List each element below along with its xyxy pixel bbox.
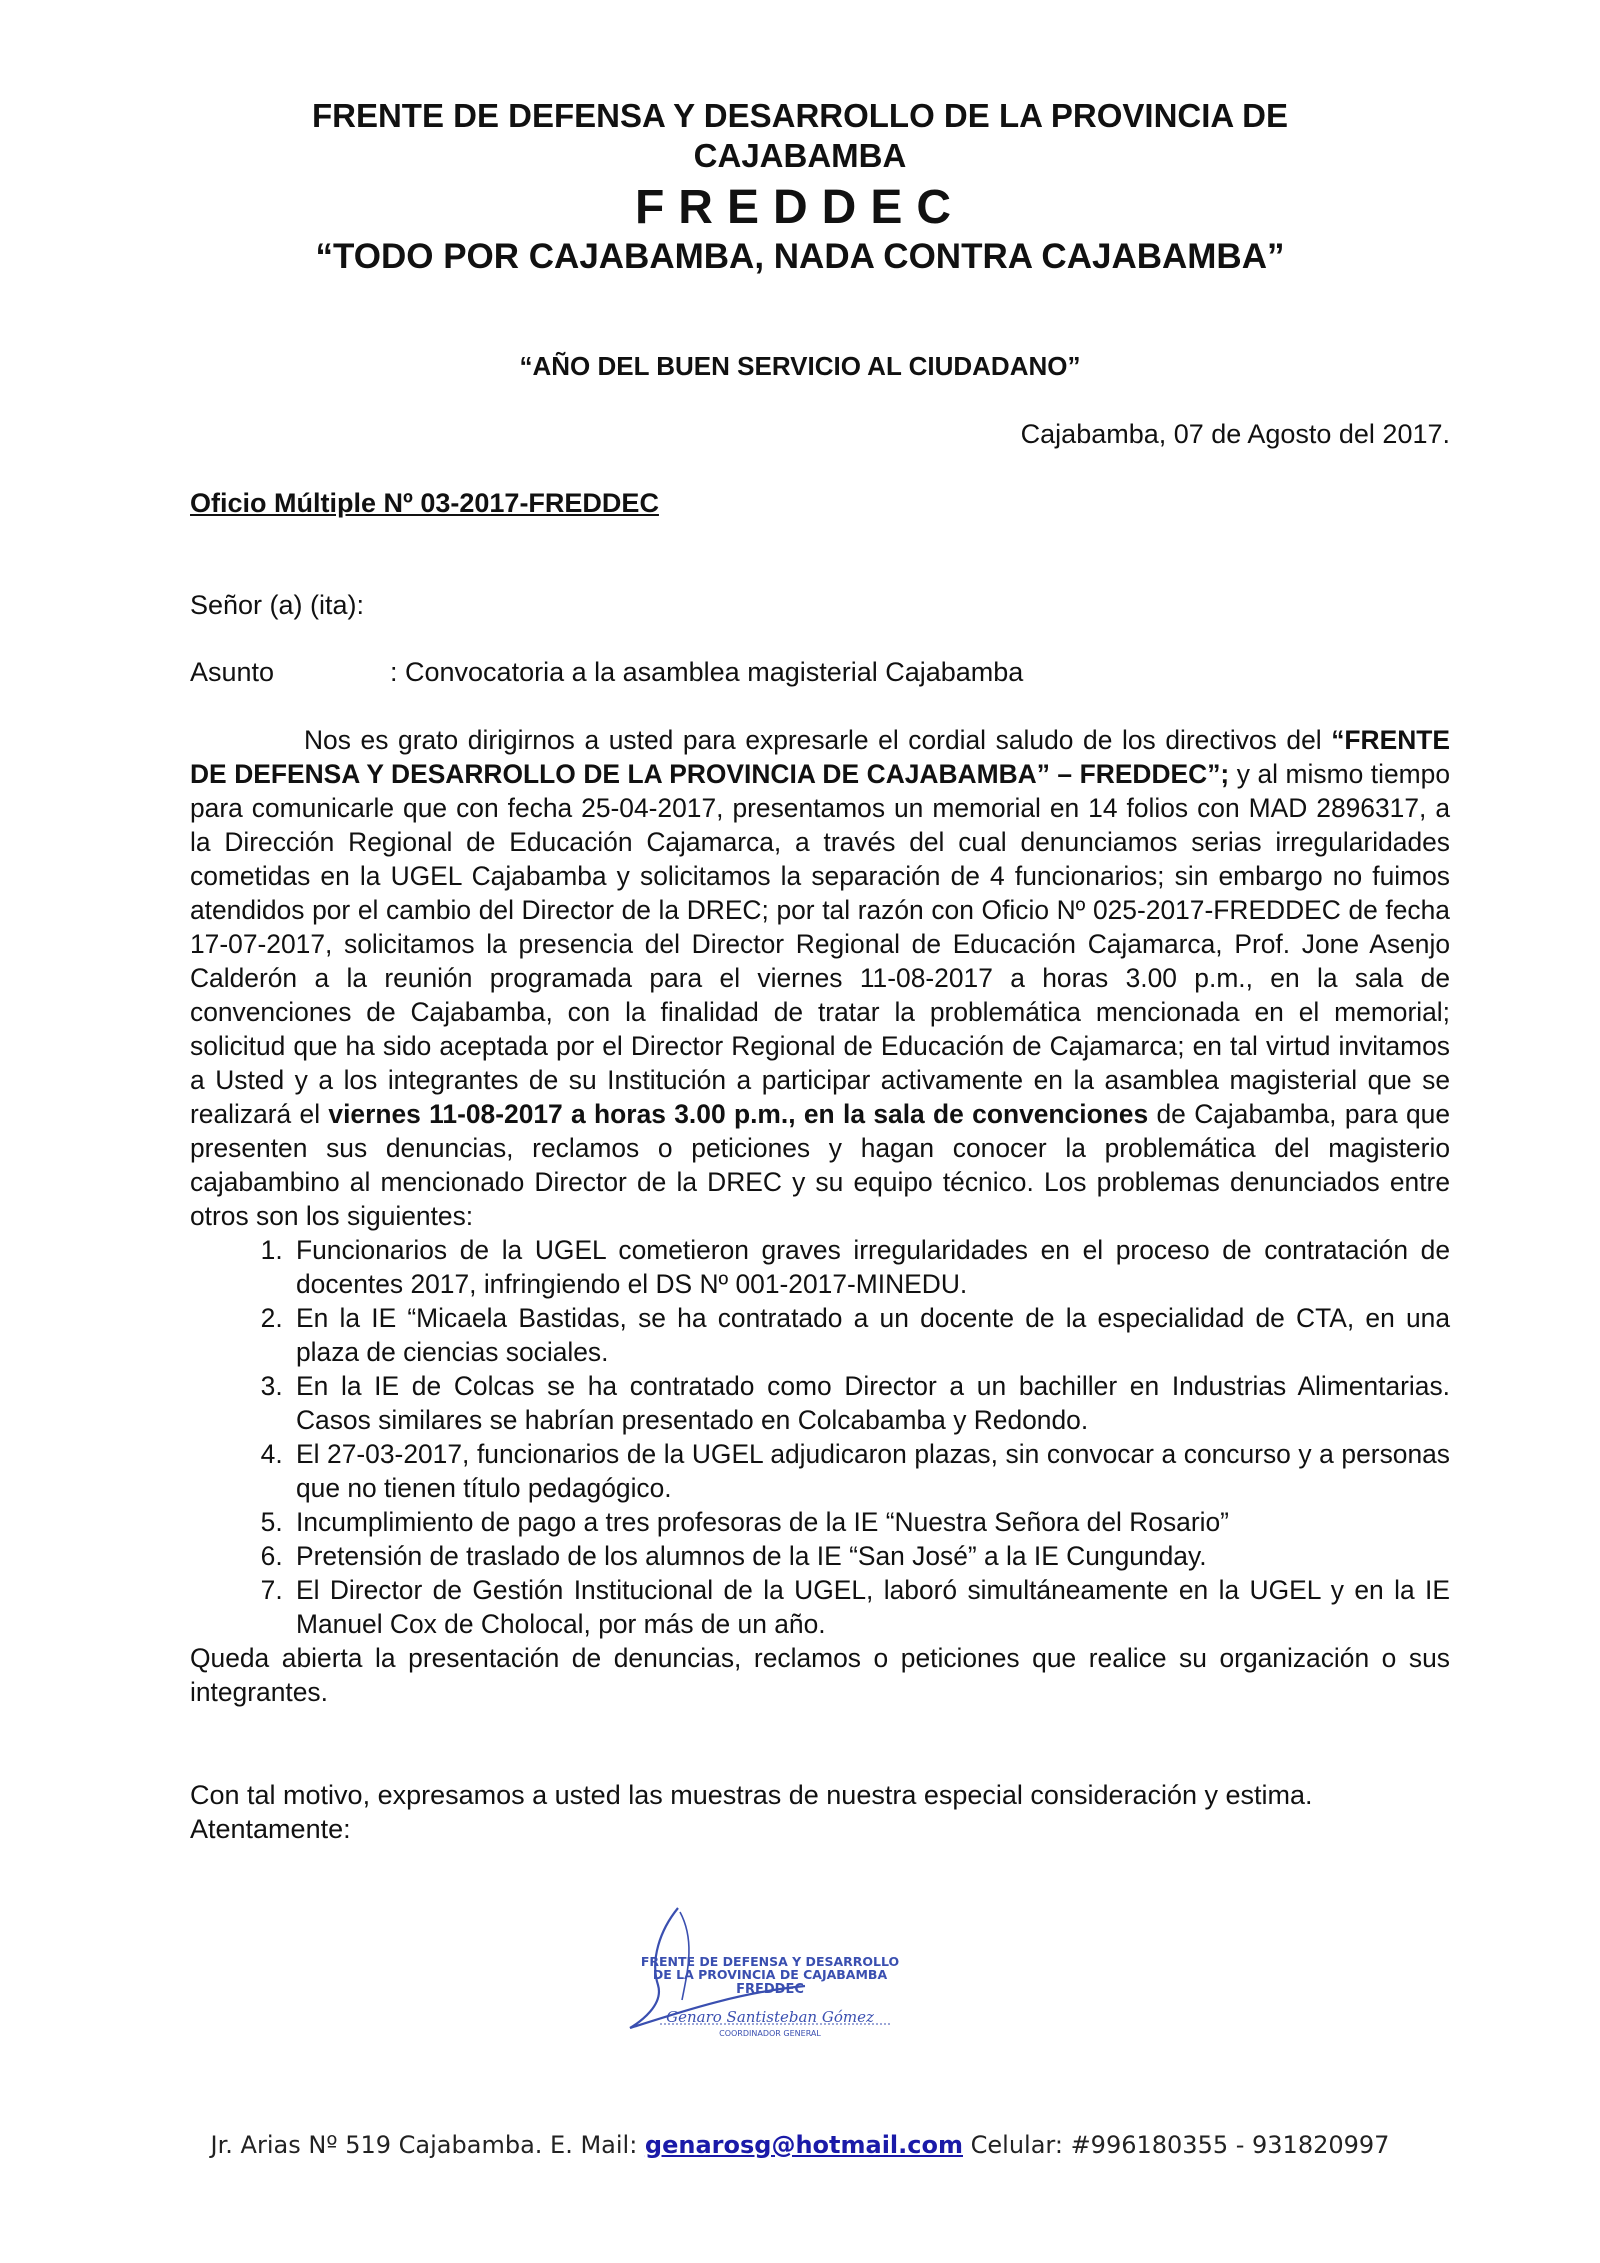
body-text-part: Nos es grato dirigirnos a usted para expresarle el cordial saludo de los directivos del [304,725,1332,755]
subject-line [190,655,1023,689]
body-text-part: y al mismo tiempo para comunicarle que con fecha 25-04-2017, presentamos un memorial en 14 folios con MAD 2896317, a la Dirección Regional de Educación Cajamarca, a través del cual denunciamos serias irregularidades cometidas en la UGEL Cajabamba y solicitamos la separación de 4 funcionarios; sin embargo no fuimos atendidos por el cambio del Director de la DREC; por tal razón con Oficio Nº 025-2017-FREDDEC de fecha 17-07-2017, solicitamos la presencia del Director Regional de Educación Cajamarca, Prof. Jone Asenjo Calderón a la reunión programada para el viernes 11-08-2017 a horas 3.00 p.m., en la sala de convenciones de Cajabamba, con la finalidad de tratar la problemática mencionada en el memorial; solicitud que ha sido aceptada por el Director Regional de Educación de Cajamarca; en tal virtud invitamos a Usted y a los integrantes de su Institución a participar activamente en la asamblea magisterial que se realizará el [190,759,1450,1129]
org-motto: “TODO POR CAJABAMBA, NADA CONTRA CAJABAMBA” [315,237,1285,276]
body-paragraph-2: Queda abierta la presentación de denuncias, reclamos o peticiones que realice su organización o sus integrantes. [190,1643,1450,1707]
list-item: 1. Funcionarios de la UGEL cometieron graves irregularidades en el proceso de contratación de docentes 2017, infringiendo el DS Nº 001-2017-MINEDU. [290,1233,1450,1301]
footer-address: Jr. Arias Nº 519 Cajabamba. E. Mail: [210,2131,645,2159]
stamp-line-2: DE LA PROVINCIA DE CAJABAMBA [652,1967,888,1982]
subject-text: : Convocatoria a la asamblea magisterial Cajabamba [390,657,1024,687]
org-name-heading [0,96,1600,176]
year-slogan: “AÑO DEL BUEN SERVICIO AL CIUDADANO” [519,351,1081,381]
list-item: 7. El Director de Gestión Institucional de la UGEL, laboró simultáneamente en la UGEL y en la IE Manuel Cox de Cholocal, por más de un año. [290,1573,1450,1641]
footer-email-link[interactable]: genarosg@hotmail.com [644,2131,963,2159]
footer-contact [0,2130,1600,2160]
body-text-part: de Cajabamba, para que presenten sus denuncias, reclamos o peticiones y hagan conocer la problemática del magisterio cajabambino al mencionado Director de la DREC y su equipo técnico. Los problemas denunciados entre otros son los siguientes: [190,1099,1451,1231]
recipient-salutation: Señor (a) (ita): [190,590,365,620]
footer-phone: Celular: #996180355 - 931820997 [963,2131,1390,2159]
list-item: 6. Pretensión de traslado de los alumnos de la IE “San José” a la IE Cungunday. [290,1539,1450,1573]
meeting-details-bold: viernes 11-08-2017 a horas 3.00 p.m., en la sala de convenciones [328,1099,1149,1129]
signature-stamp [620,1900,920,2075]
oficio-number: Oficio Múltiple Nº 03-2017-FREDDEC [190,488,659,518]
subject-label: Asunto [190,657,275,687]
stamp-signer: Genaro Santisteban Gómez [666,2008,874,2026]
stamp-line-3: FREDDEC [736,1982,804,1997]
org-name-line2: CAJABAMBA [693,137,907,174]
body-paragraph-1 [190,723,1450,1233]
letter-body [190,723,1450,1709]
list-item: 5. Incumplimiento de pago a tres profesoras de la IE “Nuestra Señora del Rosario” [290,1505,1450,1539]
sign-off: Atentamente: [190,1814,351,1844]
issues-list [190,1233,1450,1641]
org-name-bold: “FRENTE DE DEFENSA Y DESARROLLO DE LA PROVINCIA DE CAJABAMBA” – FREDDEC”; [190,725,1450,789]
closing-block [190,1778,1313,1846]
list-item: 3. En la IE de Colcas se ha contratado como Director a un bachiller en Industrias Alimentarias. Casos similares se habrían presentado en Colcabamba y Redondo. [290,1369,1450,1437]
org-acronym: FREDDEC [634,181,965,234]
letter-date: Cajabamba, 07 de Agosto del 2017. [1020,419,1450,449]
org-name-line1: FRENTE DE DEFENSA Y DESARROLLO DE LA PROVINCIA DE [311,97,1289,134]
closing-line: Con tal motivo, expresamos a usted las muestras de nuestra especial consideración y estima. [190,1780,1313,1810]
list-item: 4. El 27-03-2017, funcionarios de la UGEL adjudicaron plazas, sin convocar a concurso y a personas que no tienen título pedagógico. [290,1437,1450,1505]
stamp-line-1: FRENTE DE DEFENSA Y DESARROLLO [640,1954,900,1969]
stamp-role: COORDINADOR GENERAL [719,2029,821,2038]
list-item: 2. En la IE “Micaela Bastidas, se ha contratado a un docente de la especialidad de CTA, en una plaza de ciencias sociales. [290,1301,1450,1369]
